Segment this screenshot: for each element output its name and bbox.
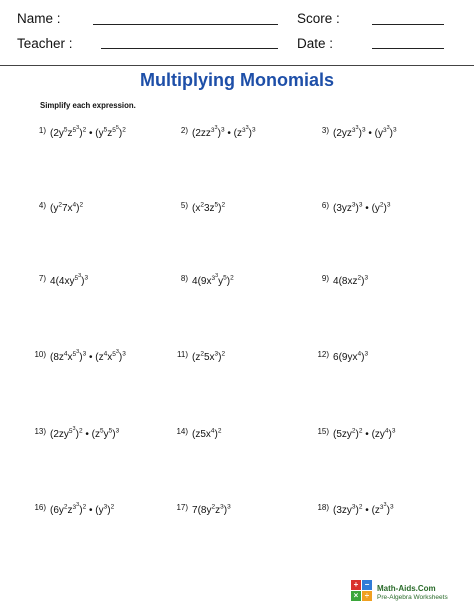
plus-icon: + [351, 580, 361, 590]
problem-17 [176, 500, 231, 518]
problem-number: 7) [38, 274, 46, 283]
score-label: Score : [297, 11, 340, 26]
problem-18 [317, 500, 394, 518]
name-label: Name : [17, 11, 61, 26]
teacher-label: Teacher : [17, 36, 73, 51]
expression: $(8z^4x^{5^3})^3$ • $(z^4x^{5^3})^3$ [50, 348, 126, 363]
problem-number: 18) [317, 503, 329, 512]
problem-number: 14) [176, 427, 188, 436]
expression: $(y^27x^4)^2$ [50, 201, 84, 214]
problem-9 [321, 271, 369, 289]
teacher-line[interactable] [101, 48, 278, 49]
expression: $(3zy^3)^2$ • $(z^{3^3})^3$ [333, 501, 394, 516]
divide-icon: ÷ [362, 591, 372, 601]
problem-15 [317, 424, 396, 442]
minus-icon: − [362, 580, 372, 590]
expression: $4(8xz^2)^3$ [333, 274, 369, 287]
problem-4 [38, 198, 84, 216]
instructions: Simplify each expression. [40, 101, 136, 110]
expression: $(6y^2z^{3^3})^2$ • $(y^3)^2$ [50, 501, 115, 516]
expression: $(z^25x^3)^2$ [192, 350, 226, 363]
problem-number: 9) [321, 274, 329, 283]
problem-number: 17) [176, 503, 188, 512]
expression: $(2zz^{3^3})^3$ • $(z^{3^3})^3$ [192, 124, 256, 139]
problem-13 [34, 424, 120, 442]
problem-5 [180, 198, 226, 216]
expression: $(2yz^{3^3})^3$ • $(y^{3^3})^3$ [333, 124, 397, 139]
date-line[interactable] [372, 48, 444, 49]
problem-6 [321, 198, 391, 216]
math-aids-logo-icon [351, 580, 373, 602]
score-line[interactable] [372, 24, 444, 25]
worksheet-title: Multiplying Monomials [140, 70, 334, 90]
problem-number: 1) [38, 126, 46, 135]
problem-number: 2) [180, 126, 188, 135]
expression: $7(8y^2z^3)^3$ [192, 503, 231, 516]
times-icon: × [351, 591, 361, 601]
expression: $6(9yx^4)^3$ [333, 350, 369, 363]
header-divider [0, 65, 474, 66]
problem-number: 10) [34, 350, 46, 359]
problem-14 [176, 424, 222, 442]
expression: $(z5x^4)^2$ [192, 427, 222, 440]
expression: $(x^23z^5)^2$ [192, 201, 226, 214]
problem-12 [317, 347, 369, 365]
expression: $4(4xy^{5^3})^3$ [50, 272, 89, 287]
date-label: Date : [297, 36, 334, 51]
name-line[interactable] [93, 24, 278, 25]
problem-11 [177, 347, 226, 365]
problem-7 [38, 271, 89, 289]
expression: $4(9x^{3^3}y^5)^2$ [192, 272, 234, 287]
problem-10 [34, 347, 126, 365]
problem-number: 15) [317, 427, 329, 436]
expression: $(3yz^3)^3$ • $(y^2)^3$ [333, 201, 391, 214]
expression: $(5zy^2)^2$ • $(zy^4)^3$ [333, 427, 396, 440]
problem-number: 6) [321, 201, 329, 210]
problem-number: 13) [34, 427, 46, 436]
problem-number: 3) [321, 126, 329, 135]
problem-number: 16) [34, 503, 46, 512]
problem-number: 12) [317, 350, 329, 359]
footer-site: Math-Aids.Com [377, 584, 436, 593]
problem-number: 11) [177, 350, 188, 359]
problem-2 [180, 123, 256, 141]
problem-3 [321, 123, 397, 141]
expression: $(2y^5z^{5^3})^2$ • $(y^5z^{5^5})^2$ [50, 124, 126, 139]
problem-8 [180, 271, 234, 289]
problem-16 [34, 500, 115, 518]
problem-1 [38, 123, 126, 141]
footer-subtitle: Pre-Algebra Worksheets [377, 594, 448, 601]
expression: $(2zy^{5^3})^2$ • $(z^5y^5)^3$ [50, 425, 120, 440]
problem-number: 8) [180, 274, 188, 283]
problem-number: 5) [180, 201, 188, 210]
problem-number: 4) [38, 201, 46, 210]
